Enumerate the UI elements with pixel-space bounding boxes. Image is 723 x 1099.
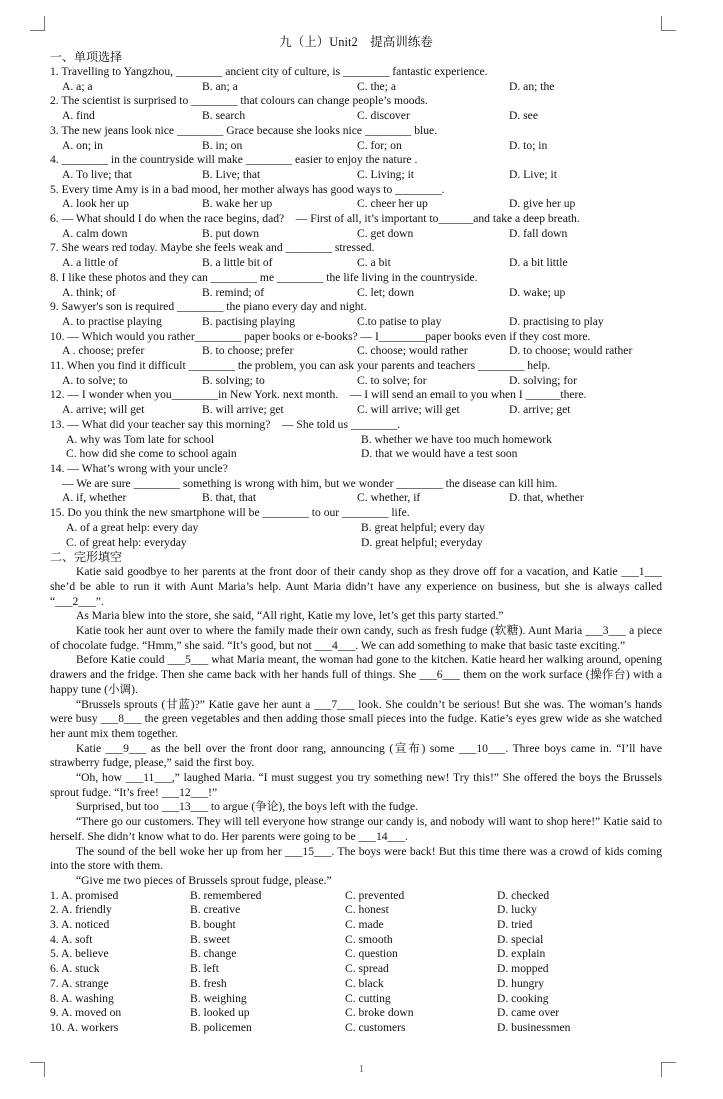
question-text: 4. ________ in the countryside will make ________ easier to enjoy the nature . (50, 153, 418, 167)
answer-option: A. arrive; will get (62, 403, 145, 417)
answer-options (50, 315, 662, 330)
answer-option: A. find (62, 109, 95, 123)
answer-option: C. cutting (345, 991, 391, 1005)
cloze-options (50, 889, 662, 1036)
answer-option: C. to solve; for (357, 373, 427, 387)
answer-option: 7. A. strange (50, 976, 109, 990)
question-text: 11. When you find it difficult ________ the problem, you can ask your parents and teachers ________ help. (50, 359, 551, 373)
answer-options (50, 139, 662, 154)
cloze-option-row (50, 992, 662, 1007)
answer-option: C. question (345, 947, 398, 961)
crop-mark-top-left (30, 16, 45, 31)
answer-option: B. put down (202, 226, 260, 240)
answer-option: C. choose; would rather (357, 344, 468, 358)
answer-option: B. whether we have too much homework (361, 432, 552, 446)
answer-option: C. for; on (357, 138, 402, 152)
cloze-option-row (50, 903, 662, 918)
answer-option: C. get down (357, 226, 414, 240)
answer-options (50, 403, 662, 418)
answer-option: C. let; down (357, 285, 415, 299)
answer-option: B. search (202, 109, 246, 123)
cloze-option-row (50, 1021, 662, 1036)
answer-option: C. made (345, 918, 384, 932)
answer-option: D. came over (497, 1006, 560, 1020)
passage-paragraph: As Maria blew into the store, she said, “All right, Katie my love, let’s get this party started.” (76, 609, 504, 623)
answer-option: D. businessmen (497, 1021, 571, 1034)
answer-option: B. an; a (202, 79, 238, 93)
cloze-passage (50, 565, 662, 888)
answer-options (50, 197, 662, 212)
answer-option: C. a bit (357, 256, 391, 270)
answer-option: B. Live; that (202, 167, 261, 181)
answer-option: D. to; in (509, 138, 548, 152)
answer-option: 9. A. moved on (50, 1006, 122, 1020)
answer-option: D. see (509, 109, 538, 123)
answer-option: D. solving; for (509, 373, 577, 387)
question-text: — We are sure ________ something is wrong with him, but we wonder ________ the disease can kill him. (62, 476, 558, 490)
answer-option: B. remind; of (202, 285, 265, 299)
answer-option: B. change (190, 947, 237, 961)
answer-option: C. cheer her up (357, 197, 428, 211)
passage-paragraph: “Give me two pieces of Brussels sprout fudge, please.” (76, 873, 332, 887)
answer-option: B. in; on (202, 138, 243, 152)
answer-option: B. creative (190, 903, 241, 917)
answer-option: A. think; of (62, 285, 116, 299)
answer-option: C. smooth (345, 932, 393, 946)
answer-option: A. calm down (62, 226, 128, 240)
passage-paragraph: Katie took her aunt over to where the family made their own candy, such as fresh fudge (软糖). Aunt Maria ___3___ a piece of chocolate fudge. “Hmm,” she said. “It’s good, but not ___4___. We can add something to make that basic taste exciting.” (50, 624, 662, 652)
answer-option: C. Living; it (357, 167, 415, 181)
answer-option: A. why was Tom late for school (66, 432, 215, 446)
cloze-option-row (50, 1006, 662, 1021)
passage-paragraph: The sound of the bell woke her up from her ___15___. The boys were back! But this time there was a crowd of kids coming into the store with them. (50, 844, 662, 873)
answer-option: B. to choose; prefer (202, 344, 294, 358)
answer-options (50, 433, 662, 462)
answer-options (50, 168, 662, 183)
passage-paragraph: Katie said goodbye to her parents at the front door of their candy shop as they drove off for a vacation, and Katie ___1___ she’d be able to run it with Aunt Maria’s help. Aunt Maria didn’t have any experience on business, but she is always called “___2___”. (50, 565, 662, 608)
answer-option: D. hungry (497, 976, 545, 990)
answer-option: B. weighing (190, 991, 247, 1005)
answer-option: C. whether, if (357, 491, 421, 505)
answer-option: C. the; a (357, 79, 396, 93)
answer-option: D. special (497, 932, 544, 946)
answer-option: A. if, whether (62, 491, 127, 505)
answer-option: D. wake; up (509, 285, 566, 299)
answer-option: C. how did she come to school again (66, 447, 237, 461)
answer-option: 10. A. workers (50, 1021, 119, 1034)
multiple-choice-section (50, 65, 662, 550)
passage-paragraph: Surprised, but too ___13___ to argue (争论), the boys left with the fudge. (76, 800, 419, 814)
question-text: 12. — I wonder when you________in New York. next month. — I will send an email to you when I ______there. (50, 388, 587, 402)
question-text: 15. Do you think the new smartphone will be ________ to our ________ life. (50, 506, 410, 520)
passage-paragraph: “There go our customers. They will tell everyone how strange our candy is, and nobody will want to shop here!” Katie said to herself. She didn’t know what to do. Her parents were going to be ___14___. (50, 815, 662, 843)
answer-option: C. customers (345, 1021, 406, 1034)
answer-option: B. that, that (202, 491, 257, 505)
answer-option: 3. A. noticed (50, 918, 110, 932)
answer-options (50, 374, 662, 389)
passage-paragraph: Katie ___9___ as the bell over the front door rang, announcing (宣布) some ___10___. Three boys came in. “I’ll have strawberry fudge, please,” said the first boy. (50, 741, 662, 770)
question-text: 2. The scientist is surprised to ________ that colours can change people’s moods. (50, 94, 428, 108)
answer-option: D. practising to play (509, 314, 604, 328)
answer-option: C. of great help: everyday (66, 535, 187, 549)
answer-option: A. a; a (62, 79, 93, 93)
answer-option: C. spread (345, 962, 389, 976)
answer-option: B. bought (190, 918, 236, 932)
crop-mark-top-right (661, 16, 676, 31)
answer-option: D. fall down (509, 226, 568, 240)
answer-option: 8. A. washing (50, 991, 114, 1005)
answer-option: A. on; in (62, 138, 103, 152)
answer-option: A . choose; prefer (62, 344, 145, 358)
answer-option: 2. A. friendly (50, 903, 112, 917)
answer-option: C. prevented (345, 888, 405, 902)
question-text: 10. — Which would you rather________ paper books or e-books? — I________paper books even if they cost more. (50, 329, 591, 343)
answer-options (50, 227, 662, 242)
answer-option: A. look her up (62, 197, 129, 211)
cloze-option-row (50, 889, 662, 904)
answer-option: B. policemen (190, 1021, 252, 1034)
answer-option: D. tried (497, 918, 533, 932)
answer-options (50, 256, 662, 271)
question-text: 7. She wears red today. Maybe she feels weak and ________ stressed. (50, 241, 375, 255)
answer-option: B. solving; to (202, 373, 265, 387)
answer-option: D. a bit little (509, 256, 568, 270)
answer-option: C. honest (345, 903, 389, 917)
answer-option: 1. A. promised (50, 888, 119, 902)
answer-option: D. that, whether (509, 491, 584, 505)
answer-option: D. to choose; would rather (509, 344, 633, 358)
answer-option: D. explain (497, 947, 546, 961)
cloze-option-row (50, 947, 662, 962)
question-text: 3. The new jeans look nice ________ Grace because she looks nice ________ blue. (50, 123, 438, 137)
question-text: 8. I like these photos and they can ________ me ________ the life living in the countryside. (50, 270, 478, 284)
question-text: 5. Every time Amy is in a bad mood, her mother always has good ways to ________. (50, 182, 445, 196)
answer-option: A. to practise playing (62, 314, 162, 328)
passage-paragraph: “Brussels sprouts (甘蓝)?” Katie gave her aunt a ___7___ look. She couldn’t be serious! But she was. The woman’s hands were busy ___8___ the green vegetables and then adding those small pieces into the fudge. Katie’s eyes grew wide as she watched her aunt mix them together. (50, 697, 662, 740)
answer-option: B. left (190, 962, 219, 976)
answer-option: D. Live; it (509, 167, 557, 181)
cloze-option-row (50, 933, 662, 948)
document-content (50, 34, 662, 1036)
question-text: 13. — What did your teacher say this morning? — She told us ________. (50, 417, 401, 431)
question-text: 6. — What should I do when the race begins, dad? — First of all, it’s important to______and take a deep breath. (50, 212, 580, 226)
answer-option: D. checked (497, 888, 550, 902)
cloze-option-row (50, 962, 662, 977)
answer-options (50, 344, 662, 359)
answer-option: D. lucky (497, 903, 537, 917)
answer-option: D. give her up (509, 197, 576, 211)
answer-option: C. broke down (345, 1006, 414, 1020)
answer-option: A. To live; that (62, 167, 132, 181)
answer-options (50, 521, 662, 550)
answer-option: 4. A. soft (50, 932, 93, 946)
answer-option: D. cooking (497, 991, 549, 1005)
answer-option: D. arrive; get (509, 403, 571, 417)
answer-options (50, 80, 662, 95)
answer-option: C. discover (357, 109, 410, 123)
passage-paragraph: “Oh, how ___11___,” laughed Maria. “I must suggest you try something new! Try this!” She offered the boys the Brussels sprout fudge. “It’s free! ___12___!” (50, 771, 662, 799)
answer-option: B. wake her up (202, 197, 273, 211)
answer-option: 5. A. believe (50, 947, 109, 961)
question-text: 1. Travelling to Yangzhou, ________ ancient city of culture, is ________ fantastic experience. (50, 65, 488, 78)
answer-option: C.to patise to play (357, 314, 442, 328)
answer-option: C. black (345, 976, 384, 990)
answer-option: B. a little bit of (202, 256, 273, 270)
answer-options (50, 286, 662, 301)
answer-option: A. a little of (62, 256, 119, 270)
answer-option: D. that we would have a test soon (361, 447, 518, 461)
answer-option: D. an; the (509, 79, 555, 93)
question-text: 9. Sawyer's son is required ________ the piano every day and night. (50, 300, 367, 314)
question-text: 14. — What’s wrong with your uncle? (50, 461, 228, 475)
section-heading: 一、单项选择 (50, 50, 123, 64)
answer-option: 6. A. stuck (50, 962, 100, 976)
answer-option: B. sweet (190, 932, 230, 946)
answer-option: B. will arrive; get (202, 403, 284, 417)
answer-option: A. of a great help: every day (66, 520, 199, 534)
answer-option: B. pactising playing (202, 314, 296, 328)
answer-option: D. great helpful; everyday (361, 535, 483, 549)
page-number: 1 (359, 1064, 364, 1075)
answer-options (50, 109, 662, 124)
cloze-option-row (50, 977, 662, 992)
answer-option: B. great helpful; every day (361, 520, 485, 534)
answer-options (50, 491, 662, 506)
passage-paragraph: Before Katie could ___5___ what Maria meant, the woman had gone to the kitchen. Katie heard her walking around, opening drawers and the fridge. Then she came back with her hands full of things. She ___6___ them on the work surface (操作台) with a happy tune (小调). (50, 653, 662, 696)
page-title: 九（上）Unit2 提高训练卷 (279, 35, 433, 49)
answer-option: B. looked up (190, 1006, 250, 1020)
answer-option: D. mopped (497, 962, 549, 976)
answer-option: C. will arrive; will get (357, 403, 460, 417)
answer-option: A. to solve; to (62, 373, 128, 387)
section-heading: 二、完形填空 (50, 550, 123, 565)
cloze-option-row (50, 918, 662, 933)
answer-option: B. fresh (190, 976, 227, 990)
answer-option: B. remembered (190, 888, 262, 902)
